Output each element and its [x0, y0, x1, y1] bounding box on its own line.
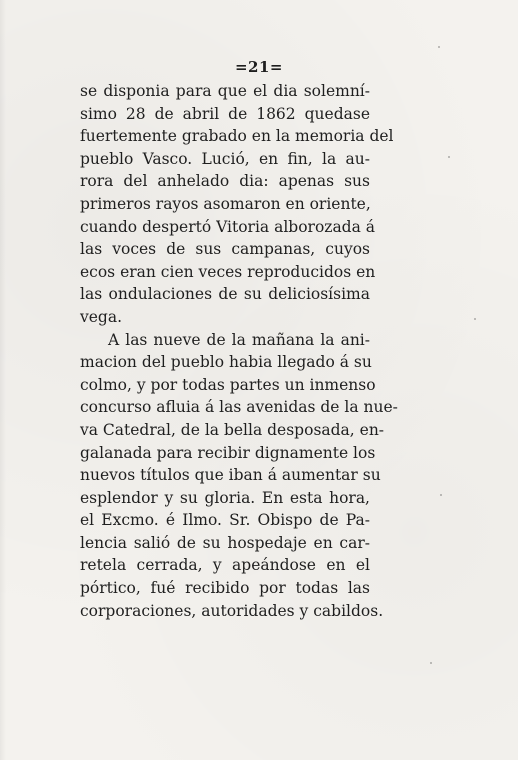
text-line: pórtico, fué recibido por todas las — [80, 579, 370, 598]
paper-speck — [440, 494, 442, 496]
text-line: A las nueve de la mañana la ani- — [108, 330, 370, 349]
text-line: vega. — [80, 307, 123, 326]
text-line: se disponia para que el dia solemní- — [80, 82, 370, 100]
text-line: retela cerrada, y apeándose en el — [80, 556, 370, 575]
text-line: las ondulaciones de su deliciosísima — [80, 285, 370, 304]
text-line: fuertemente grabado en la memoria del — [80, 127, 394, 146]
paper-speck — [438, 46, 440, 48]
text-line: pueblo Vasco. Lució, en fin, la au- — [80, 149, 370, 168]
text-line: galanada para recibir dignamente los — [80, 443, 376, 462]
text-line: rora del anhelado dia: apenas sus — [80, 172, 370, 191]
text-line: simo 28 de abril de 1862 quedase — [80, 104, 370, 123]
body-text — [80, 80, 398, 622]
text-line: el Excmo. é Ilmo. Sr. Obispo de Pa- — [80, 511, 370, 530]
paper-speck — [474, 318, 476, 320]
paper-speck — [448, 156, 450, 158]
page-number: =21= — [234, 58, 283, 76]
text-line: esplendor y su gloria. En esta hora, — [80, 488, 370, 507]
text-line: nuevos títulos que iban á aumentar su — [80, 466, 381, 485]
text-line: colmo, y por todas partes un inmenso — [80, 375, 376, 394]
text-line: va Catedral, de la bella desposada, en- — [80, 420, 385, 439]
text-line: primeros rayos asomaron en oriente, — [80, 194, 371, 213]
text-line: cuando despertó Vitoria alborozada á — [80, 217, 376, 236]
text-line: corporaciones, autoridades y cabildos. — [80, 601, 384, 620]
text-line: concurso afluia á las avenidas de la nue- — [80, 398, 398, 417]
text-line: las voces de sus campanas, cuyos — [80, 240, 370, 259]
text-line: macion del pueblo habia llegado á su — [80, 353, 372, 372]
paper-speck — [430, 662, 432, 664]
text-line: lencia salió de su hospedaje en car- — [80, 533, 370, 552]
text-line: ecos eran cien veces reproducidos en — [80, 262, 376, 281]
